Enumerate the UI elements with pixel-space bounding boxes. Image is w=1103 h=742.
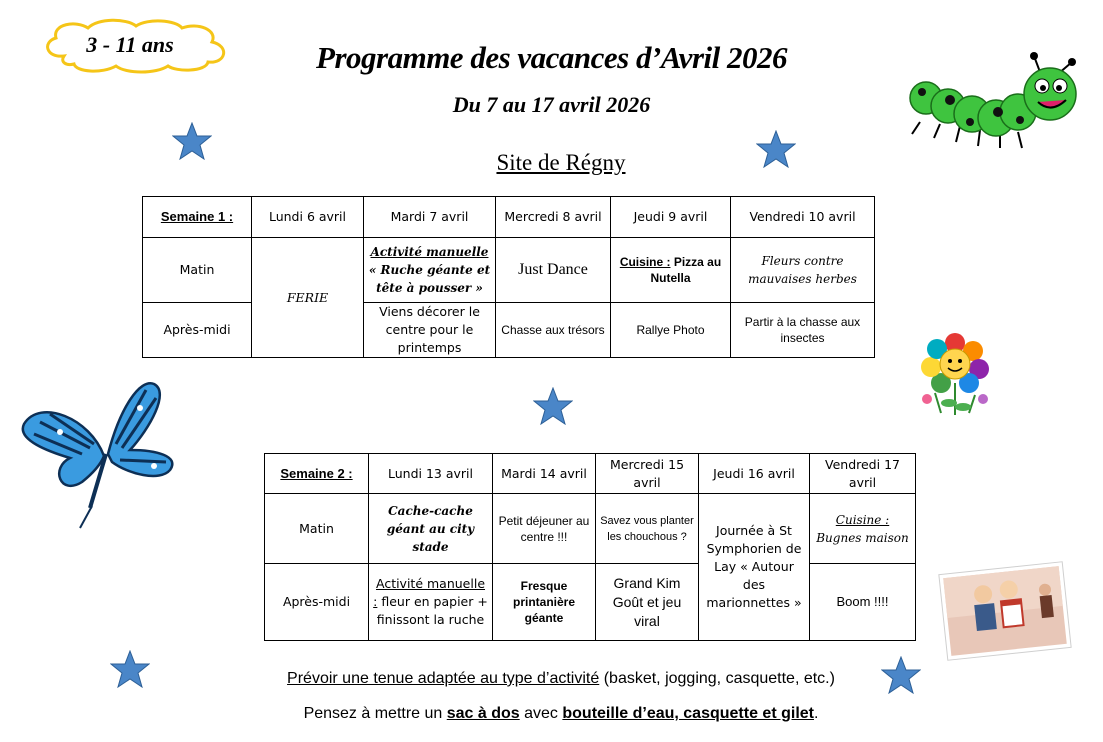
- week1-header: Semaine 1 :: [143, 197, 252, 238]
- star-icon: [756, 130, 796, 168]
- week2-mercredi-matin: Savez vous planter les chouchous ?: [596, 494, 699, 564]
- clothing-note: [0, 670, 1103, 688]
- activity-text: fleur en papier + finissont la ruche: [376, 594, 488, 627]
- activity-title: Cuisine :: [619, 255, 671, 269]
- clothing-note-examples: (basket, jogging, casquette, etc.): [599, 670, 835, 687]
- week1-schedule-table: [142, 196, 875, 358]
- week2-mardi-apres: Fresque printanière géante: [493, 564, 596, 641]
- week1-day-header: Mercredi 8 avril: [496, 197, 611, 238]
- date-range: Du 7 au 17 avril 2026: [452, 92, 651, 117]
- week2-vendredi-matin: [810, 494, 916, 564]
- site-name: Site de Régny: [496, 150, 626, 175]
- week2-mardi-matin: Petit déjeuner au centre !!!: [493, 494, 596, 564]
- week1-vendredi-matin: Fleurs contre mauvaises herbes: [731, 238, 875, 303]
- week1-vendredi-apres: Partir à la chasse aux insectes: [731, 303, 875, 358]
- flower-illustration: [915, 333, 995, 418]
- age-badge: 3 - 11 ans: [86, 32, 174, 57]
- activity-title: Activité manuelle :: [373, 576, 486, 609]
- activity-title: Cuisine :: [835, 512, 890, 527]
- bring-note-end: .: [813, 705, 819, 722]
- butterfly-illustration: [20, 378, 190, 533]
- week1-day-header: Vendredi 10 avril: [731, 197, 875, 238]
- week1-day-header: Lundi 6 avril: [252, 197, 364, 238]
- bring-item-list: bouteille d’eau, casquette et gilet: [562, 705, 814, 722]
- caterpillar-illustration: [900, 52, 1090, 187]
- star-icon: [172, 122, 212, 160]
- bring-item-bag: sac à dos: [446, 705, 520, 722]
- matin-label: Matin: [143, 238, 252, 303]
- week2-day-header: Jeudi 16 avril: [699, 454, 810, 494]
- week1-jeudi-apres: Rallye Photo: [611, 303, 731, 358]
- week1-day-header: Jeudi 9 avril: [611, 197, 731, 238]
- activity-title: Activité manuelle: [370, 245, 489, 259]
- matin-label: Matin: [265, 494, 369, 564]
- week1-mercredi-apres: Chasse aux trésors: [496, 303, 611, 358]
- week2-lundi-apres: [369, 564, 493, 641]
- week1-jeudi-matin: [611, 238, 731, 303]
- week1-mardi-matin: [364, 238, 496, 303]
- week2-mercredi-apres: Grand Kim Goût et jeu viral: [596, 564, 699, 641]
- clothing-note-emphasis: Prévoir une tenue adaptée au type d’activité: [287, 670, 600, 687]
- ferie-cell: FERIE: [252, 238, 364, 358]
- apres-midi-label: Après-midi: [265, 564, 369, 641]
- bring-note-intro: Pensez à mettre un: [303, 705, 447, 722]
- apres-midi-label: Après-midi: [143, 303, 252, 358]
- week1-day-header: Mardi 7 avril: [364, 197, 496, 238]
- week2-lundi-matin: Cache-cache géant au city stade: [369, 494, 493, 564]
- activity-text: Pizza au Nutella: [650, 255, 722, 285]
- page-title: Programme des vacances d’Avril 2026: [316, 40, 787, 75]
- week1-mardi-apres: Viens décorer le centre pour le printemps: [364, 303, 496, 358]
- puppets-photo: [935, 560, 1075, 662]
- week2-day-header: Mercredi 15 avril: [596, 454, 699, 494]
- week2-schedule-table: [264, 453, 916, 641]
- week2-day-header: Mardi 14 avril: [493, 454, 596, 494]
- week1-mercredi-matin: Just Dance: [496, 238, 611, 303]
- activity-text: « Ruche géante et tête à pousser »: [368, 263, 491, 295]
- bring-note: [0, 705, 1103, 723]
- star-icon: [533, 387, 573, 425]
- week2-header: Semaine 2 :: [265, 454, 369, 494]
- week2-day-header: Lundi 13 avril: [369, 454, 493, 494]
- week2-vendredi-apres: Boom !!!!: [810, 564, 916, 641]
- bring-note-middle: avec: [519, 705, 563, 722]
- week2-day-header: Vendredi 17 avril: [810, 454, 916, 494]
- activity-text: Bugnes maison: [816, 530, 909, 545]
- week2-jeudi-journee: Journée à St Symphorien de Lay « Autour des marionnettes »: [699, 494, 810, 641]
